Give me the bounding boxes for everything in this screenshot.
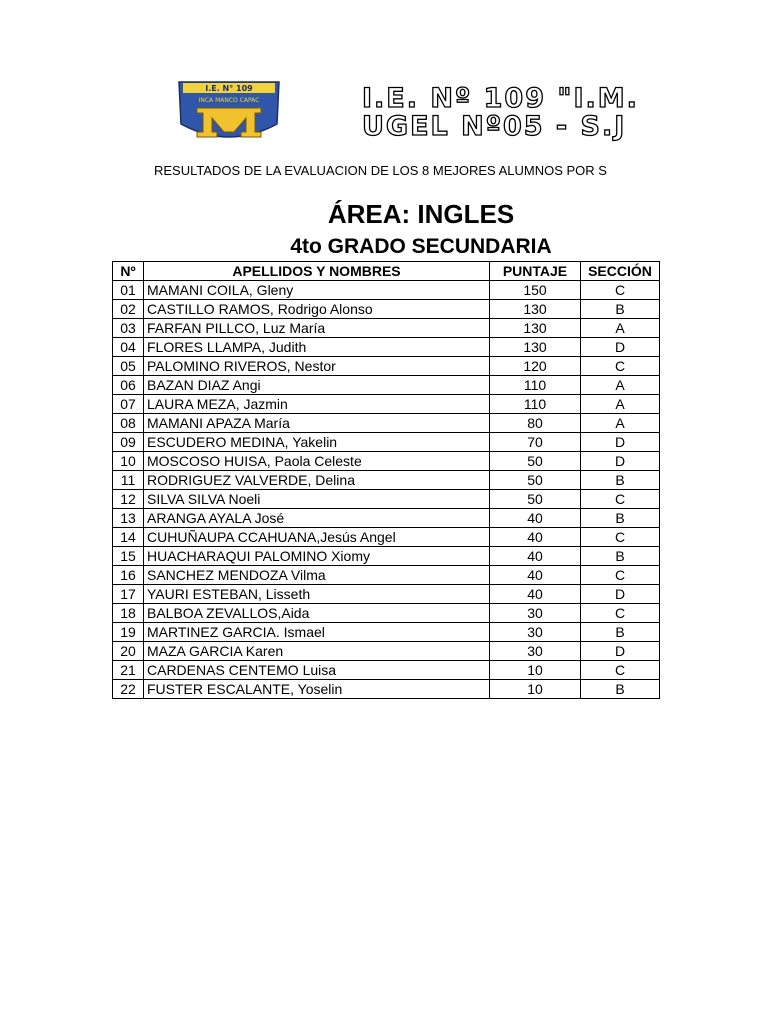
score: 40 [490, 509, 581, 528]
section: D [581, 452, 660, 471]
section: D [581, 338, 660, 357]
row-number: 20 [113, 642, 144, 661]
score: 30 [490, 623, 581, 642]
section: C [581, 528, 660, 547]
section: D [581, 642, 660, 661]
row-number: 05 [113, 357, 144, 376]
score: 50 [490, 471, 581, 490]
student-name: PALOMINO RIVEROS, Nestor [144, 357, 490, 376]
score: 70 [490, 433, 581, 452]
row-number: 04 [113, 338, 144, 357]
student-name: CUHUÑAUPA CCAHUANA,Jesús Angel [144, 528, 490, 547]
row-number: 08 [113, 414, 144, 433]
table-row [113, 357, 660, 376]
section: A [581, 376, 660, 395]
section: C [581, 357, 660, 376]
score: 30 [490, 642, 581, 661]
table-row [113, 433, 660, 452]
column-header-name: APELLIDOS Y NOMBRES [144, 262, 490, 281]
student-name: ARANGA AYALA José [144, 509, 490, 528]
score: 10 [490, 680, 581, 699]
score: 120 [490, 357, 581, 376]
score: 40 [490, 585, 581, 604]
section: C [581, 490, 660, 509]
table-row [113, 471, 660, 490]
row-number: 14 [113, 528, 144, 547]
row-number: 15 [113, 547, 144, 566]
row-number: 21 [113, 661, 144, 680]
svg-text:INCA MANCO CAPAC: INCA MANCO CAPAC [198, 97, 260, 104]
section: C [581, 566, 660, 585]
student-name: CARDENAS CENTEMO Luisa [144, 661, 490, 680]
student-name: LAURA MEZA, Jazmin [144, 395, 490, 414]
score: 30 [490, 604, 581, 623]
table-row [113, 338, 660, 357]
section: A [581, 319, 660, 338]
report-subtitle: RESULTADOS DE LA EVALUACION DE LOS 8 MEJORES ALUMNOS POR S [154, 163, 607, 178]
student-name: BAZAN DIAZ Angi [144, 376, 490, 395]
section: D [581, 585, 660, 604]
row-number: 11 [113, 471, 144, 490]
row-number: 06 [113, 376, 144, 395]
student-name: ESCUDERO MEDINA, Yakelin [144, 433, 490, 452]
student-name: MAMANI COILA, Gleny [144, 281, 490, 300]
table-row [113, 395, 660, 414]
student-name: MOSCOSO HUISA, Paola Celeste [144, 452, 490, 471]
row-number: 19 [113, 623, 144, 642]
score: 40 [490, 566, 581, 585]
section: C [581, 661, 660, 680]
section: B [581, 623, 660, 642]
column-header-number: Nº [113, 262, 144, 281]
row-number: 10 [113, 452, 144, 471]
score: 10 [490, 661, 581, 680]
column-header-score: PUNTAJE [490, 262, 581, 281]
student-name: SANCHEZ MENDOZA Vilma [144, 566, 490, 585]
row-number: 22 [113, 680, 144, 699]
student-name: MARTINEZ GARCIA. Ismael [144, 623, 490, 642]
score: 110 [490, 395, 581, 414]
row-number: 12 [113, 490, 144, 509]
ugel-name: UGEL Nº05 - S.J [362, 112, 627, 142]
student-name: MAMANI APAZA María [144, 414, 490, 433]
svg-text:I.E. N° 109: I.E. N° 109 [205, 84, 253, 93]
row-number: 03 [113, 319, 144, 338]
school-crest-logo [175, 80, 283, 146]
student-name: CASTILLO RAMOS, Rodrigo Alonso [144, 300, 490, 319]
table-row [113, 661, 660, 680]
score: 110 [490, 376, 581, 395]
table-row [113, 528, 660, 547]
section: B [581, 680, 660, 699]
table-header-row [113, 262, 660, 281]
table-row [113, 509, 660, 528]
table-row [113, 300, 660, 319]
row-number: 18 [113, 604, 144, 623]
section: C [581, 604, 660, 623]
score: 150 [490, 281, 581, 300]
table-row [113, 604, 660, 623]
table-row [113, 414, 660, 433]
student-name: SILVA SILVA Noeli [144, 490, 490, 509]
section: B [581, 547, 660, 566]
section: B [581, 509, 660, 528]
score: 40 [490, 547, 581, 566]
score: 50 [490, 452, 581, 471]
table-row [113, 490, 660, 509]
section: B [581, 471, 660, 490]
table-row [113, 585, 660, 604]
student-name: BALBOA ZEVALLOS,Aida [144, 604, 490, 623]
row-number: 01 [113, 281, 144, 300]
results-table [112, 261, 660, 699]
score: 50 [490, 490, 581, 509]
section: A [581, 414, 660, 433]
section: C [581, 281, 660, 300]
student-name: MAZA GARCIA Karen [144, 642, 490, 661]
table-row [113, 319, 660, 338]
section: D [581, 433, 660, 452]
table-row [113, 376, 660, 395]
section: A [581, 395, 660, 414]
column-header-section: SECCIÓN [581, 262, 660, 281]
table-row [113, 642, 660, 661]
grade-title: 4to GRADO SECUNDARIA [290, 235, 552, 258]
table-row [113, 547, 660, 566]
row-number: 07 [113, 395, 144, 414]
table-row [113, 623, 660, 642]
school-name: I.E. Nº 109 "I.M. [362, 84, 639, 114]
row-number: 17 [113, 585, 144, 604]
student-name: FARFAN PILLCO, Luz María [144, 319, 490, 338]
table-row [113, 452, 660, 471]
student-name: FLORES LLAMPA, Judith [144, 338, 490, 357]
row-number: 13 [113, 509, 144, 528]
score: 130 [490, 319, 581, 338]
score: 130 [490, 300, 581, 319]
student-name: YAURI ESTEBAN, Lisseth [144, 585, 490, 604]
area-title: ÁREA: INGLES [327, 199, 515, 229]
row-number: 02 [113, 300, 144, 319]
section: B [581, 300, 660, 319]
table-row [113, 566, 660, 585]
score: 40 [490, 528, 581, 547]
row-number: 16 [113, 566, 144, 585]
student-name: RODRIGUEZ VALVERDE, Delina [144, 471, 490, 490]
student-name: HUACHARAQUI PALOMINO Xiomy [144, 547, 490, 566]
score: 130 [490, 338, 581, 357]
table-row [113, 680, 660, 699]
student-name: FUSTER ESCALANTE, Yoselin [144, 680, 490, 699]
table-row [113, 281, 660, 300]
score: 80 [490, 414, 581, 433]
row-number: 09 [113, 433, 144, 452]
